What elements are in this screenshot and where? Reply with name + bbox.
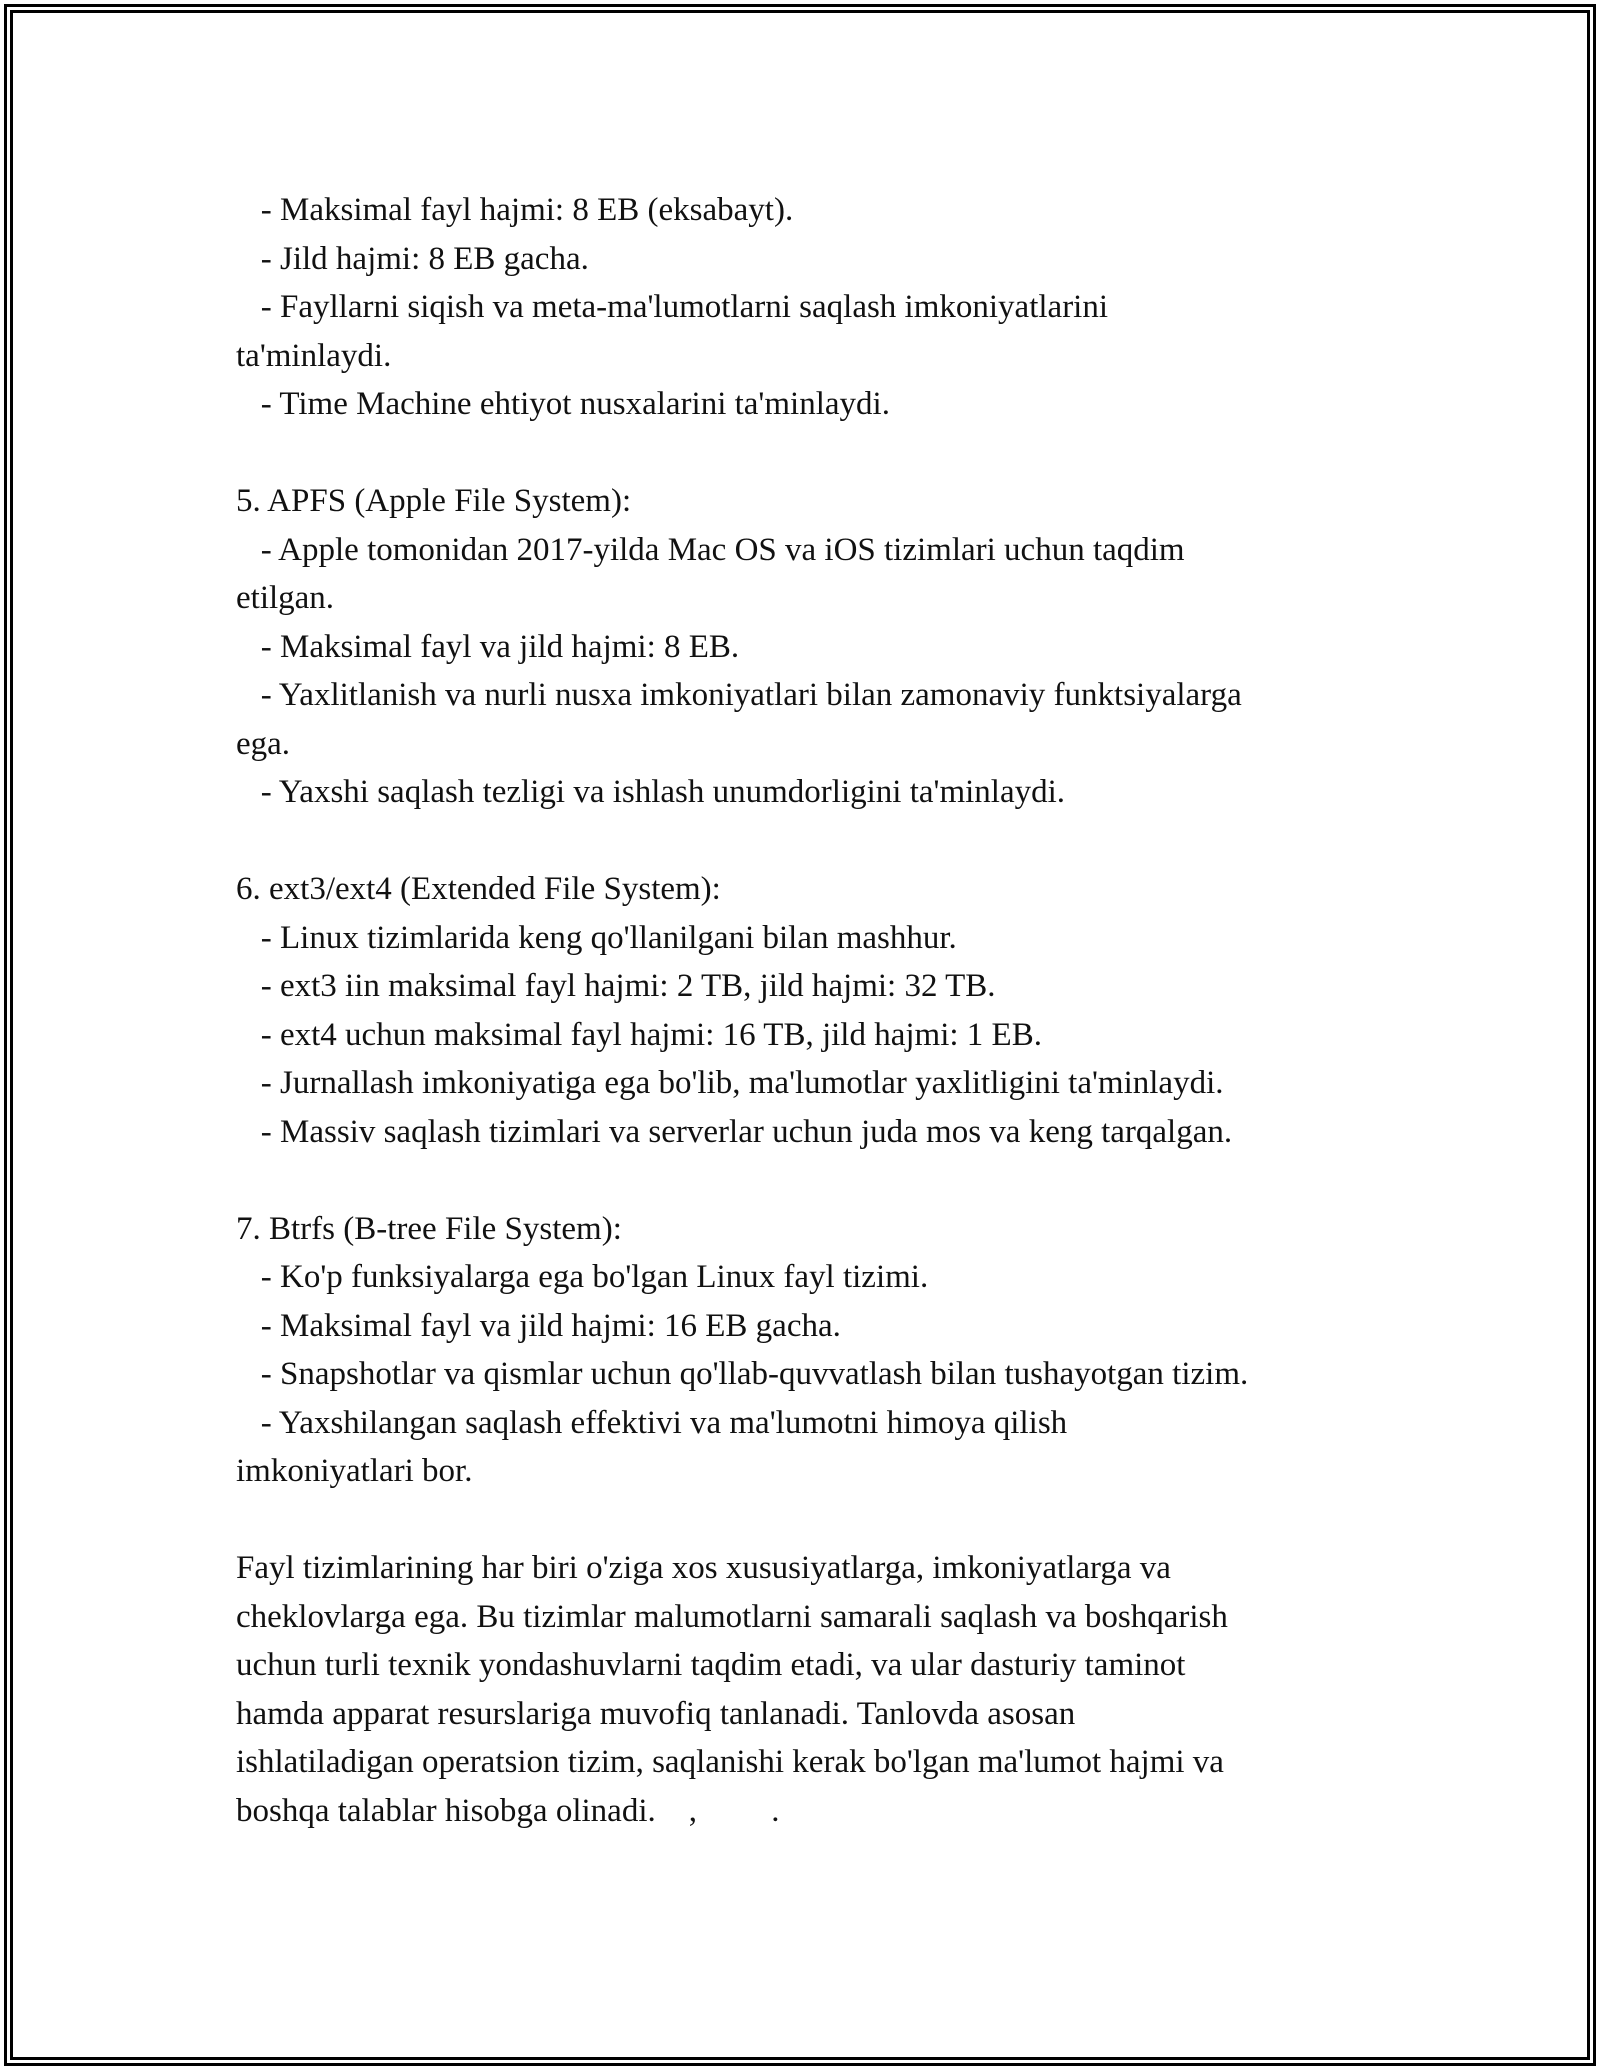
text-line: - Ko'p funksiyalarga ega bo'lgan Linux fayl tizimi. <box>236 1259 929 1295</box>
text-line: 5. APFS (Apple File System): <box>236 483 632 519</box>
text-line: imkoniyatlari bor. <box>236 1453 473 1489</box>
text-line: - Fayllarni siqish va meta-ma'lumotlarni saqlash imkoniyatlarini <box>236 289 1109 325</box>
text-line: - Yaxshi saqlash tezligi va ishlash unumdorligini ta'minlaydi. <box>236 774 1066 810</box>
text-line: - Maksimal fayl va jild hajmi: 16 EB gacha. <box>236 1307 841 1344</box>
text-line: etilgan. <box>236 580 335 616</box>
text-line: - ext4 uchun maksimal fayl hajmi: 16 TB, jild hajmi: 1 EB. <box>236 1016 1042 1053</box>
text-line: - Jild hajmi: 8 EB gacha. <box>236 240 589 277</box>
text-line: - Maksimal fayl hajmi: 8 EB (eksabayt). <box>236 192 794 228</box>
text-line: ta'minlaydi. <box>236 337 392 374</box>
text-line: 6. ext3/ext4 (Extended File System): <box>236 871 721 907</box>
text-line: ega. <box>236 725 291 762</box>
text-line: - Apple tomonidan 2017-yilda Mac OS va iOS tizimlari uchun taqdim <box>236 531 1185 568</box>
blank-line <box>236 1496 1366 1545</box>
text-line: - ext3 iin maksimal fayl hajmi: 2 TB, jild hajmi: 32 TB. <box>236 968 996 1004</box>
text-line: - Linux tizimlarida keng qo'llanilgani bilan mashhur. <box>236 919 957 956</box>
text-line: - Time Machine ehtiyot nusxalarini ta'minlaydi. <box>236 386 890 422</box>
text-line: boshqa talablar hisobga olinadi. , . <box>236 1792 780 1829</box>
text-line: - Snapshotlar va qismlar uchun qo'llab-quvvatlash bilan tushayotgan tizim. <box>236 1356 1249 1392</box>
text-line: ishlatiladigan operatsion tizim, saqlanishi kerak bo'lgan ma'lumot hajmi va <box>236 1744 1224 1780</box>
text-line: 7. Btrfs (B-tree File System): <box>236 1210 622 1247</box>
blank-line <box>236 817 1366 866</box>
document-body <box>236 186 1366 1835</box>
text-line: hamda apparat resurslariga muvofiq tanlanadi. Tanlovda asosan <box>236 1695 1076 1732</box>
blank-line <box>236 429 1366 478</box>
text-line: - Massiv saqlash tizimlari va serverlar uchun juda mos va keng tarqalgan. <box>236 1113 1233 1150</box>
text-line: uchun turli texnik yondashuvlarni taqdim etadi, va ular dasturiy taminot <box>236 1647 1186 1683</box>
text-line: - Maksimal fayl va jild hajmi: 8 EB. <box>236 628 740 665</box>
text-line: - Jurnallash imkoniyatiga ega bo'lib, ma'lumotlar yaxlitligini ta'minlaydi. <box>236 1065 1224 1101</box>
text-line: - Yaxshilangan saqlash effektivi va ma'lumotni himoya qilish <box>236 1404 1068 1441</box>
blank-line <box>236 1156 1366 1205</box>
text-line: Fayl tizimlarining har biri o'ziga xos xususiyatlarga, imkoniyatlarga va <box>236 1550 1171 1586</box>
text-line: cheklovlarga ega. Bu tizimlar malumotlarni samarali saqlash va boshqarish <box>236 1598 1228 1635</box>
text-line: - Yaxlitlanish va nurli nusxa imkoniyatlari bilan zamonaviy funktsiyalarga <box>236 677 1242 713</box>
